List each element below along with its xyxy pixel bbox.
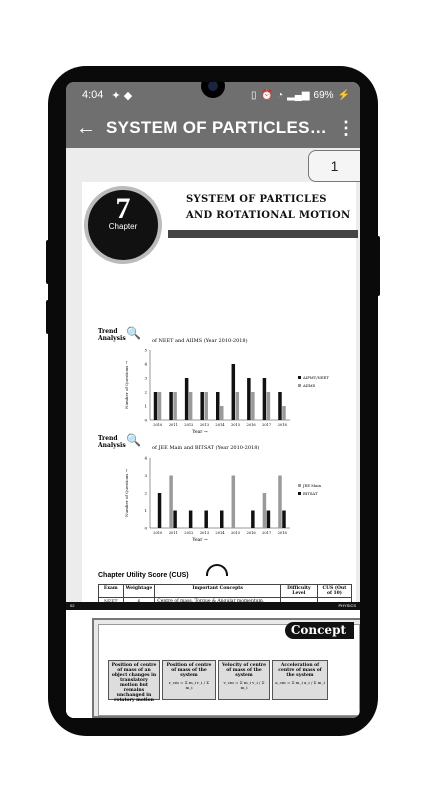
x-tick-label: 2016 <box>246 423 256 427</box>
y-tick-label: 3 <box>144 375 147 381</box>
magnifier-chart-icon: 🔍 <box>126 433 141 447</box>
page-number-badge[interactable]: 1 <box>308 150 360 182</box>
concept-box-title: Acceleration of centre of mass of the system <box>278 663 322 678</box>
bar <box>278 392 282 420</box>
bar <box>278 476 282 529</box>
neet-aiims-bar-chart <box>122 346 352 438</box>
x-axis-label: Year → <box>192 430 208 435</box>
bar <box>158 493 162 528</box>
page-footer <box>66 602 360 610</box>
bar <box>251 392 255 420</box>
x-axis-label: Year → <box>192 538 208 543</box>
bar <box>185 378 189 420</box>
x-tick-label: 2011 <box>168 531 178 535</box>
bar <box>236 392 240 420</box>
bar <box>232 476 236 529</box>
x-tick-label: 2017 <box>262 531 272 535</box>
concept-formula: v_cm = Σ m_i v_i / Σ m_i <box>223 680 265 690</box>
jee-bitsat-bar-chart <box>122 454 352 546</box>
x-tick-label: 2018 <box>277 531 287 535</box>
bar <box>204 511 208 529</box>
x-tick-label: 2010 <box>153 423 163 427</box>
magnifier-chart-icon: 🔍 <box>126 326 141 340</box>
chapter-title <box>186 192 350 224</box>
header-difficulty: Difficulty Level <box>280 585 317 598</box>
volume-button <box>376 236 380 296</box>
vibrate-icon: ▯ <box>251 89 257 101</box>
y-axis-label: Number of Questions → <box>124 469 129 517</box>
y-tick-label: 1 <box>144 403 147 409</box>
bar <box>204 392 208 420</box>
status-time: 4:04 <box>82 89 104 101</box>
legend-swatch <box>298 384 301 387</box>
trend1-subtitle: of NEET and AIIMS (Year 2010-2018) <box>152 338 248 344</box>
concept-box <box>108 660 160 703</box>
chapter-title-line1: SYSTEM OF PARTICLES <box>186 194 327 205</box>
bar <box>216 392 220 420</box>
concept-box-title: Velocity of centre of mass of the system <box>221 663 267 678</box>
trend2-head-line1: Trend <box>98 435 118 442</box>
chapter-label: Chapter <box>108 222 138 231</box>
x-tick-label: 2012 <box>184 423 194 427</box>
bar <box>220 511 224 529</box>
y-tick-label: 4 <box>144 361 147 367</box>
power-button <box>46 240 50 284</box>
y-tick-label: 4 <box>144 455 147 461</box>
alarm-icon: ⏰ <box>260 89 274 101</box>
bar <box>267 511 271 529</box>
signal-icon: ▂▄▆ <box>287 89 310 101</box>
y-tick-label: 5 <box>144 347 147 353</box>
concept-box <box>162 660 216 700</box>
more-vert-icon[interactable]: ⋮ <box>337 117 355 138</box>
trend2-head-line2: Analysis <box>98 442 126 449</box>
bar <box>169 476 173 529</box>
x-tick-label: 2015 <box>230 423 241 427</box>
footer-page-number: 02 <box>70 603 75 608</box>
x-tick-label: 2014 <box>215 423 225 427</box>
legend-label: BITSAT <box>303 491 318 496</box>
x-tick-label: 2017 <box>262 423 272 427</box>
x-tick-label: 2013 <box>199 531 210 535</box>
footer-subject: PHYSICS <box>338 603 356 608</box>
x-tick-label: 2013 <box>199 423 210 427</box>
gauge-icon <box>206 564 228 576</box>
y-tick-label: 1 <box>144 508 147 513</box>
bar <box>263 378 267 420</box>
bar <box>200 392 204 420</box>
chapter-banner <box>82 182 358 240</box>
notification-icon: ✦ ◆ <box>111 89 133 102</box>
pdf-page <box>82 182 356 612</box>
bar <box>282 406 286 420</box>
bar <box>251 511 255 529</box>
chapter-divider <box>168 230 358 238</box>
bar <box>154 392 158 420</box>
bar <box>169 392 173 420</box>
x-tick-label: 2015 <box>230 531 241 535</box>
trend1-head-line2: Analysis <box>98 335 126 342</box>
bar <box>173 511 177 529</box>
bar <box>189 511 193 529</box>
chapter-title-line2: AND ROTATIONAL MOTION <box>186 210 351 221</box>
battery-icon: ⚡ <box>337 89 350 101</box>
bar <box>282 511 286 529</box>
pdf-page-2 <box>66 610 360 718</box>
bar <box>263 493 267 528</box>
arrow-left-icon[interactable]: ← <box>76 116 96 139</box>
bar <box>173 392 177 420</box>
header-concepts: Important Concepts <box>155 585 281 598</box>
chapter-number: 7 <box>115 192 131 225</box>
concept-label: Concept <box>285 622 354 639</box>
bar <box>232 364 236 420</box>
header-cus: CUS (Out of 10) <box>317 585 351 598</box>
x-tick-label: 2010 <box>153 531 163 535</box>
header-weightage: Weightage <box>123 585 155 598</box>
cus-title: Chapter Utility Score (CUS) <box>98 572 189 579</box>
y-tick-label: 2 <box>144 389 147 395</box>
x-tick-label: 2012 <box>184 531 194 535</box>
legend-label: AIIMS <box>303 383 316 388</box>
trend-analysis-heading-1 <box>98 328 126 342</box>
bar <box>220 406 224 420</box>
bar <box>158 392 162 420</box>
legend-label: AIPMT/NEET <box>303 375 329 380</box>
y-axis-label: Number of Questions → <box>124 361 129 409</box>
trend1-head-line1: Trend <box>98 328 118 335</box>
y-tick-label: 2 <box>144 490 147 496</box>
y-tick-label: 0 <box>144 417 147 423</box>
concept-formula: a_cm = Σ m_i a_i / Σ m_i <box>275 680 325 685</box>
wifi-icon: ◔ <box>277 89 284 101</box>
concept-box-title: Position of centre of mass of an object changes in translatory motion but remains unchanged in rotatory motion <box>111 663 157 703</box>
legend-swatch <box>298 484 301 487</box>
concept-box <box>218 660 270 700</box>
screen <box>66 82 360 718</box>
bar <box>267 392 271 420</box>
legend-label: JEE Main <box>303 483 322 488</box>
legend-swatch <box>298 376 301 379</box>
concept-formula: r_cm = Σ m_i r_i / Σ m_i <box>168 680 210 690</box>
concept-box <box>272 660 328 700</box>
x-tick-label: 2018 <box>277 423 287 427</box>
legend-swatch <box>298 492 301 495</box>
bar <box>189 392 193 420</box>
concept-box-title: Position of centre of mass of the system <box>166 663 212 678</box>
trend2-subtitle: of JEE Main and BITSAT (Year 2010-2018) <box>152 445 260 451</box>
x-tick-label: 2011 <box>168 423 178 427</box>
bar <box>247 378 251 420</box>
trend-analysis-heading-2 <box>98 435 126 449</box>
chapter-badge <box>84 186 162 264</box>
y-tick-label: 3 <box>144 473 147 478</box>
x-tick-label: 2014 <box>215 531 225 535</box>
side-button <box>46 300 50 334</box>
app-bar <box>66 108 360 148</box>
page-title: SYSTEM OF PARTICLES… <box>106 118 328 137</box>
header-exam: Exam <box>99 585 124 598</box>
battery-percent: 69% <box>313 89 334 101</box>
x-tick-label: 2016 <box>246 531 256 535</box>
y-tick-label: 0 <box>144 525 147 531</box>
cus-header-row <box>99 585 352 598</box>
